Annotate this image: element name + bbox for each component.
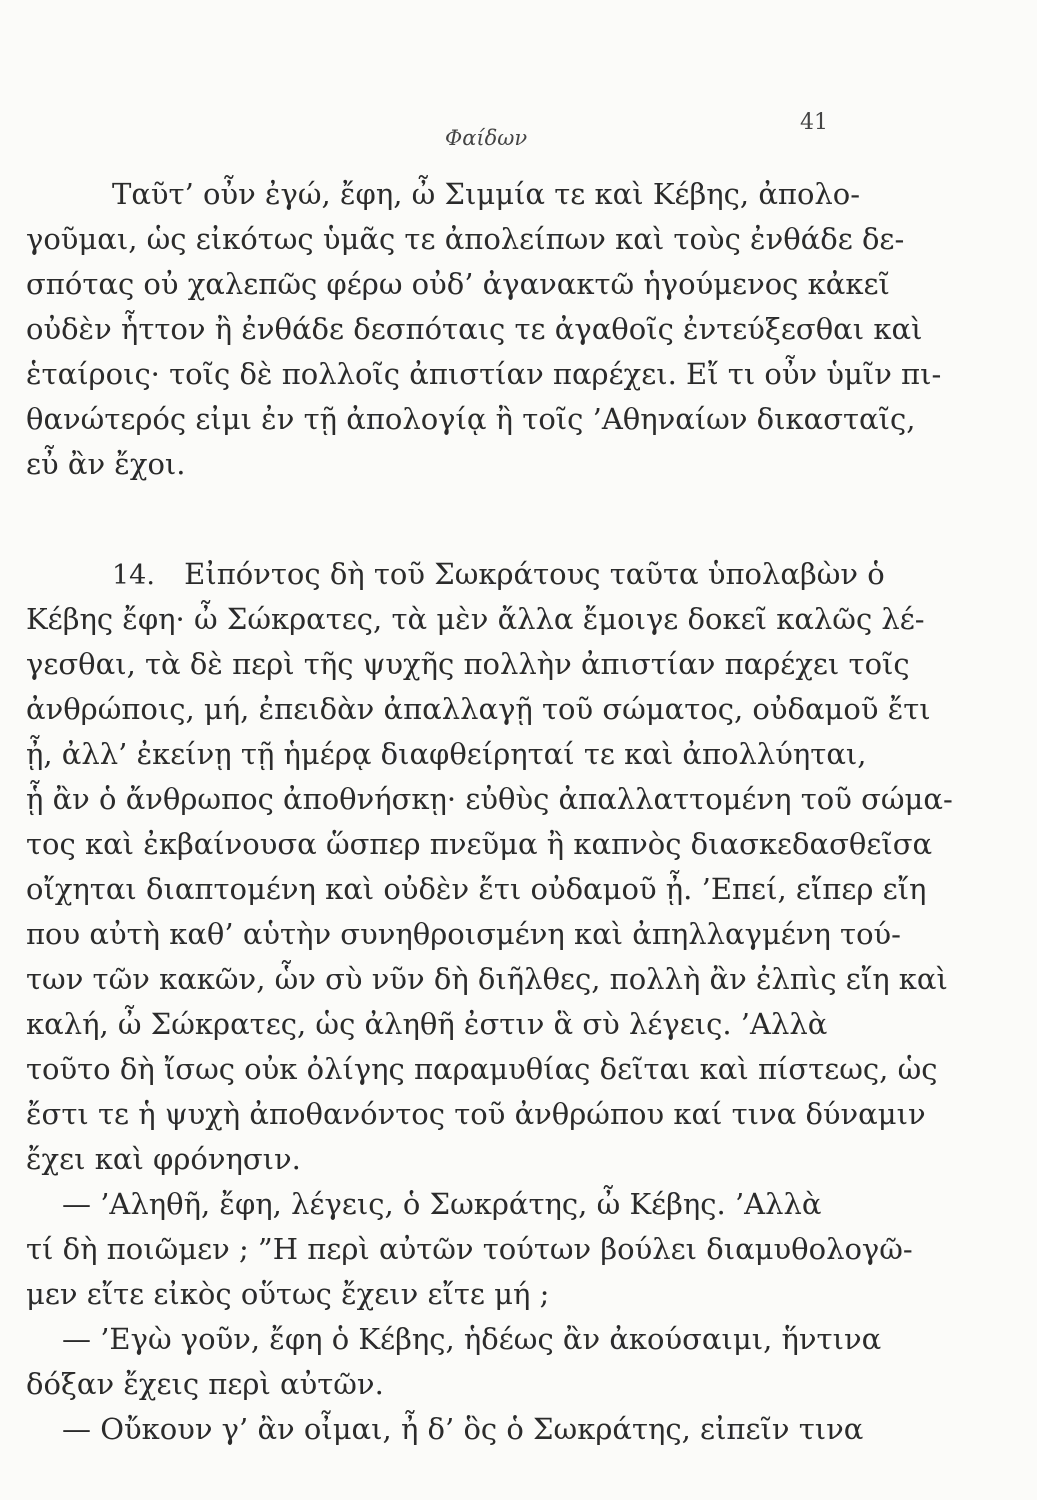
- dialogue-line: — ’Εγὼ γοῦν, ἔφη ὁ Κέβης, ἡδέως ἂν ἀκούσαιμι, ἥντινα: [62, 1322, 882, 1356]
- page-number: 41: [800, 110, 828, 135]
- text-line: τί δὴ ποιῶμεν ; ”Η περὶ αὐτῶν τούτων βούλει διαμυθολογῶ-: [26, 1232, 913, 1266]
- section-number: 14.: [112, 560, 155, 591]
- text-line: δόξαν ἔχεις περὶ αὐτῶν.: [26, 1367, 384, 1401]
- text-line: Κέβης ἔφη· ὦ Σώκρατες, τὰ μὲν ἄλλα ἔμοιγε δοκεῖ καλῶς λέ-: [26, 602, 925, 636]
- text-line: ᾗ ἂν ὁ ἄνθρωπος ἀποθνήσκῃ· εὐθὺς ἀπαλλαττομένη τοῦ σώμα-: [26, 782, 953, 816]
- text-line: ἀνθρώποις, μή, ἐπειδὰν ἀπαλλαγῇ τοῦ σώματος, οὐδαμοῦ ἔτι: [26, 692, 931, 726]
- text-line: μεν εἴτε εἰκὸς οὕτως ἔχειν εἴτε μή ;: [26, 1277, 550, 1311]
- text-line: ᾖ, ἀλλ’ ἐκείνῃ τῇ ἡμέρᾳ διαφθείρηταί τε καὶ ἀπολλύηται,: [26, 737, 867, 771]
- text-line: ἔστι τε ἡ ψυχὴ ἀποθανόντος τοῦ ἀνθρώπου καί τινα δύναμιν: [26, 1097, 926, 1131]
- text-line: καλή, ὦ Σώκρατες, ὡς ἀληθῆ ἐστιν ἃ σὺ λέγεις. ’Αλλὰ: [26, 1007, 828, 1041]
- running-head: [0, 110, 1037, 150]
- text-line: ἑταίροις· τοῖς δὲ πολλοῖς ἀπιστίαν παρέχει. Εἴ τι οὖν ὑμῖν πι-: [26, 357, 942, 391]
- text-line: σπότας οὐ χαλεπῶς φέρω οὐδ’ ἀγανακτῶ ἡγούμενος κἀκεῖ: [26, 267, 890, 301]
- dialogue-line: — Οὔκουν γ’ ἂν οἶμαι, ἦ δ’ ὃς ὁ Σωκράτης, εἰπεῖν τινα: [62, 1412, 864, 1446]
- running-head-title: Φαίδων: [445, 126, 528, 150]
- text-line: που αὐτὴ καθ’ αὑτὴν συνηθροισμένη καὶ ἀπηλλαγμένη τού-: [26, 917, 901, 951]
- text-line: τοῦτο δὴ ἴσως οὐκ ὀλίγης παραμυθίας δεῖται καὶ πίστεως, ὡς: [26, 1052, 938, 1086]
- text-line: οἴχηται διαπτομένη καὶ οὐδὲν ἔτι οὐδαμοῦ ᾖ. ’Επεί, εἴπερ εἴη: [26, 872, 927, 906]
- text-line: ἔχει καὶ φρόνησιν.: [26, 1142, 301, 1176]
- text-line: θανώτερός εἰμι ἐν τῇ ἀπολογίᾳ ἢ τοῖς ’Αθηναίων δικασταῖς,: [26, 402, 916, 436]
- text-line: γεσθαι, τὰ δὲ περὶ τῆς ψυχῆς πολλὴν ἀπιστίαν παρέχει τοῖς: [26, 647, 910, 681]
- section-first-line: Εἰπόντος δὴ τοῦ Σωκράτους ταῦτα ὑπολαβὼν ὁ: [184, 557, 885, 591]
- text-line: τος καὶ ἐκβαίνουσα ὥσπερ πνεῦμα ἢ καπνὸς διασκεδασθεῖσα: [26, 827, 933, 861]
- text-line: Ταῦτ’ οὖν ἐγώ, ἔφη, ὦ Σιμμία τε καὶ Κέβης, ἀπολο-: [112, 177, 861, 211]
- text-line: οὐδὲν ἧττον ἢ ἐνθάδε δεσπόταις τε ἀγαθοῖς ἐντεύξεσθαι καὶ: [26, 312, 923, 346]
- text-line: εὖ ἂν ἔχοι.: [26, 447, 186, 481]
- dialogue-line: — ’Αληθῆ, ἔφη, λέγεις, ὁ Σωκράτης, ὦ Κέβης. ’Αλλὰ: [62, 1187, 822, 1221]
- text-line: [112, 556, 885, 594]
- text-line: γοῦμαι, ὡς εἰκότως ὑμᾶς τε ἀπολείπων καὶ τοὺς ἐνθάδε δε-: [26, 222, 905, 256]
- text-line: των τῶν κακῶν, ὧν σὺ νῦν δὴ διῆλθες, πολλὴ ἂν ἐλπὶς εἴη καὶ: [26, 962, 948, 996]
